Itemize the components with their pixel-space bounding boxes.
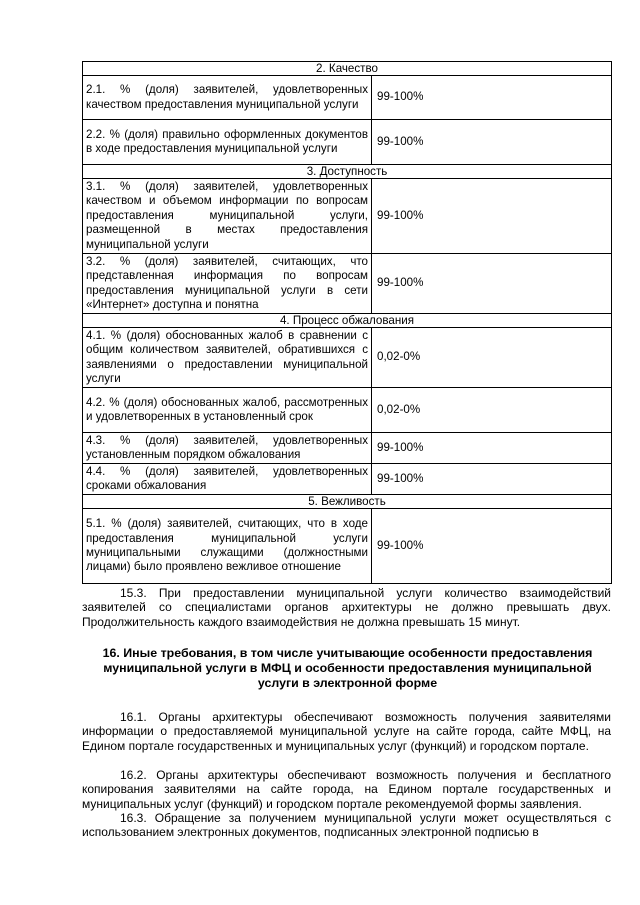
indicator-description: 3.1. % (доля) заявителей, удовлетворенных качеством и объемом информации по вопросам предоставления муниципальной услуги, размещенной в местах предоставления муниципальной услуги — [83, 179, 372, 254]
indicator-description: 2.1. % (доля) заявителей, удовлетворенных качеством предоставления муниципальной услуги — [83, 76, 372, 120]
quality-indicators-table — [82, 61, 612, 584]
table-row — [83, 464, 612, 495]
indicator-value: 99-100% — [372, 76, 612, 120]
section-row — [83, 62, 612, 76]
indicator-description: 4.1. % (доля) обоснованных жалоб в сравнении с общим количеством заявителей, обратившихся с заявлениями о предоставлении муниципальной услуги — [83, 328, 372, 388]
indicator-description: 4.2. % (доля) обоснованных жалоб, рассмотренных и удовлетворенных в установленный срок — [83, 388, 372, 433]
paragraph-16-1: 16.1. Органы архитектуры обеспечивают возможность получения заявителями информации о предоставляемой муниципальной услуге на сайте города, сайте МФЦ, на Едином портале государственных и муниципальных услуг (функций) и городском портале. — [82, 710, 611, 753]
indicator-description: 5.1. % (доля) заявителей, считающих, что в ходе предоставления муниципальной услуги муниципальными служащими (должностными лицами) было проявлено вежливое отношение — [83, 509, 372, 584]
indicator-value: 99-100% — [372, 179, 612, 254]
paragraph-16-3: 16.3. Обращение за получением муниципальной услуги может осуществляться с использованием электронных документов, подписанных электронной подписью в — [82, 811, 611, 840]
table-row — [83, 179, 612, 254]
section-row — [83, 495, 612, 509]
table-row — [83, 328, 612, 388]
table-row — [83, 76, 612, 120]
section-row — [83, 314, 612, 328]
indicator-value: 0,02-0% — [372, 328, 612, 388]
table-row — [83, 254, 612, 314]
section-title: 5. Вежливость — [83, 495, 612, 509]
table-row — [83, 509, 612, 584]
table-row — [83, 433, 612, 464]
indicator-description: 3.2. % (доля) заявителей, считающих, что представленная информация по вопросам предоставления муниципальной услуги в сети «Интернет» доступна и понятна — [83, 254, 372, 314]
indicator-value: 99-100% — [372, 509, 612, 584]
section-row — [83, 165, 612, 179]
table-row — [83, 120, 612, 165]
table-row — [83, 388, 612, 433]
paragraph-16-2: 16.2. Органы архитектуры обеспечивают возможность получения и бесплатного копирования заявителями на сайте города, на Едином портале государственных и муниципальных услуг (функций) и городском портале рекомендуемой формы заявления. — [82, 768, 611, 811]
section-heading-16: 16. Иные требования, в том числе учитывающие особенности предоставления муниципальной услуги в МФЦ и особенности предоставления муниципальной услуги в электронной форме — [102, 646, 593, 691]
indicator-description: 4.4. % (доля) заявителей, удовлетворенных сроками обжалования — [83, 464, 372, 495]
indicator-value: 99-100% — [372, 464, 612, 495]
indicator-description: 4.3. % (доля) заявителей, удовлетворенных установленным порядком обжалования — [83, 433, 372, 464]
section-title: 3. Доступность — [83, 165, 612, 179]
indicator-value: 99-100% — [372, 433, 612, 464]
indicator-value: 99-100% — [372, 254, 612, 314]
indicator-value: 0,02-0% — [372, 388, 612, 433]
indicator-description: 2.2. % (доля) правильно оформленных документов в ходе предоставления муниципальной услуги — [83, 120, 372, 165]
indicator-value: 99-100% — [372, 120, 612, 165]
section-title: 4. Процесс обжалования — [83, 314, 612, 328]
paragraph-15-3: 15.3. При предоставлении муниципальной услуги количество взаимодействий заявителей со специалистами органов архитектуры не должно превышать двух. Продолжительность каждого взаимодействия не должна превышать 15 минут. — [82, 586, 611, 629]
section-title: 2. Качество — [83, 62, 612, 76]
